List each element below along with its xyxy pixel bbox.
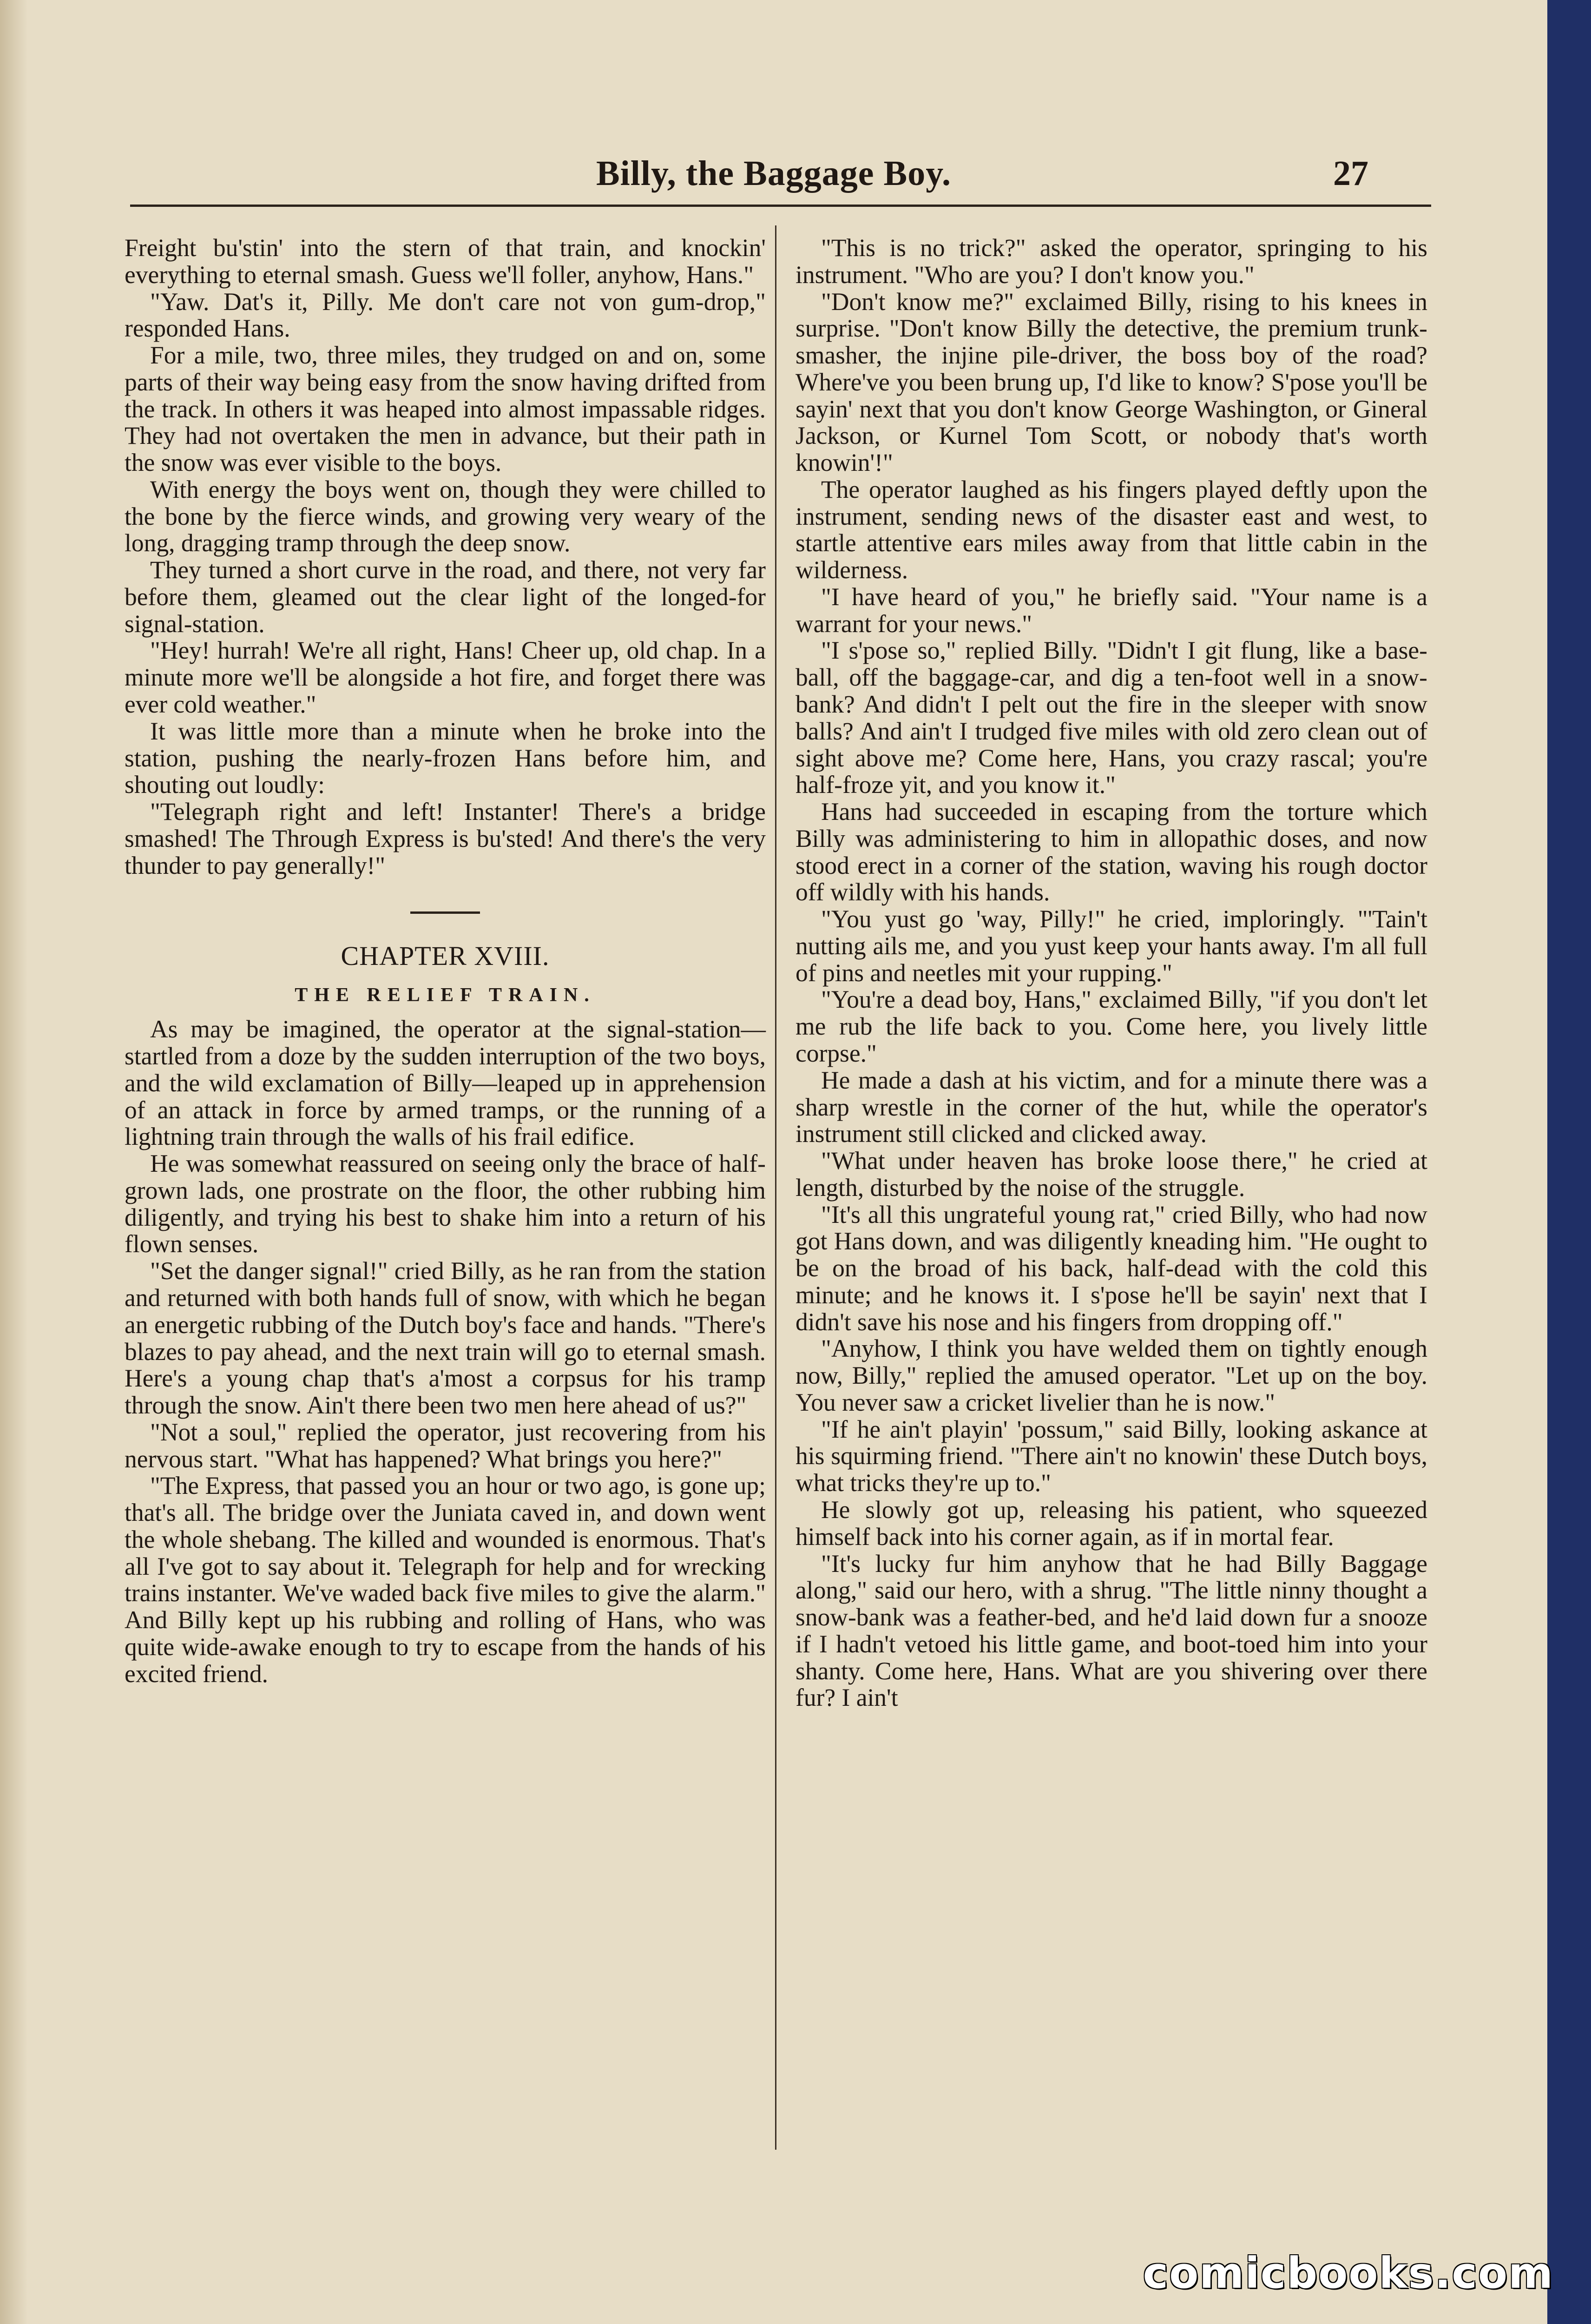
paragraph: "Telegraph right and left! Instanter! There's a bridge smashed! The Through Express is bu'sted! And there's the very thunder to pay generally!" <box>125 798 766 879</box>
watermark: comicbooks.com <box>1143 2248 1554 2298</box>
paragraph: "Not a soul," replied the operator, just recovering from his nervous start. "What has happened? What brings you here?" <box>125 1418 766 1473</box>
paragraph: "Don't know me?" exclaimed Billy, rising to his knees in surprise. "Don't know Billy the detective, the premium trunk-smasher, the injine pile-driver, the boss boy of the road? Where've you been brung up, I'd like to know? S'pose you'll be sayin' next that you don't know George Washington, or Gineral Jackson, or Kurnel Tom Scott, or nobody that's worth knowin'!" <box>796 287 1427 477</box>
paragraph: The operator laughed as his fingers played deftly upon the instrument, sending news of the disaster east and west, to startle attentive ears miles away from that little cabin in the wilderness. <box>796 475 1427 584</box>
paragraph: "Anyhow, I think you have welded them on tightly enough now, Billy," replied the amused operator. "Let up on the boy. You never saw a cricket livelier than he is now." <box>796 1334 1427 1416</box>
paragraph: He was somewhat reassured on seeing only the brace of half-grown lads, one prostrate on the floor, the other rubbing him diligently, and trying his best to shake him into a return of his flown senses. <box>125 1149 766 1258</box>
paragraph: "You yust go 'way, Pilly!" he cried, imploringly. "'Tain't nutting ails me, and you yust keep your hants away. I'm all full of pins and neetles mit your rupping." <box>796 905 1427 987</box>
paragraph: It was little more than a minute when he broke into the station, pushing the nearly-frozen Hans before him, and shouting out loudly: <box>125 717 766 799</box>
section-divider <box>410 911 480 914</box>
paragraph: "I s'pose so," replied Billy. "Didn't I git flung, like a base-ball, off the baggage-car, and dig a ten-foot well in a snow-bank? And didn't I pelt out the fire in the sleeper with snow balls? And ain't I trudged five miles with old zero clean out of sight above me? Come here, Hans, you crazy rascal; you're half-froze yit, and you know it." <box>796 636 1427 799</box>
paragraph: "The Express, that passed you an hour or two ago, is gone up; that's all. The bridge over the Juniata caved in, and down went the whole shebang. The killed and wounded is enormous. That's all I've got to say about it. Telegraph for help and for wrecking trains instanter. We've waded back five miles to give the alarm." And Billy kept up his rubbing and rolling of Hans, who was quite wide-awake enough to try to escape from the hands of his excited friend. <box>125 1472 766 1688</box>
paragraph: Freight bu'stin' into the stern of that train, and knockin' everything to eternal smash. Guess we'll foller, anyhow, Hans." <box>125 234 766 289</box>
paragraph: As may be imagined, the operator at the signal-station—startled from a doze by the sudden interruption of the two boys, and the wild exclamation of Billy—leaped up in apprehension of an attack in force by armed tramps, or the running of a lightning train through the walls of his frail edifice. <box>125 1015 766 1151</box>
paragraph: "This is no trick?" asked the operator, springing to his instrument. "Who are you? I don't know you." <box>796 234 1427 289</box>
paragraph: With energy the boys went on, though they were chilled to the bone by the fierce winds, and growing very weary of the long, dragging tramp through the deep snow. <box>125 475 766 557</box>
left-column <box>125 235 766 1688</box>
paragraph: For a mile, two, three miles, they trudged on and on, some parts of their way being easy from the snow having drifted from the track. In others it was heaped into almost impassable ridges. They had not overtaken the men in advance, but their path in the snow was ever visible to the boys. <box>125 341 766 477</box>
paragraph: "It's lucky fur him anyhow that he had Billy Baggage along," said our hero, with a shrug. "The little ninny thought a snow-bank was a feather-bed, and he'd laid down fur a snooze if I hadn't vetoed his little game, and boot-toed him into your shanty. Come here, Hans. What are you shivering over there fur? I ain't <box>796 1549 1427 1712</box>
running-header-title: Billy, the Baggage Boy. <box>596 154 952 193</box>
paragraph: Hans had succeeded in escaping from the torture which Billy was administering to him in allopathic doses, and now stood erect in a corner of the station, waving his rough doctor off wildly with his hands. <box>796 798 1427 906</box>
paragraph: He slowly got up, releasing his patient, who squeezed himself back into his corner again, as if in mortal fear. <box>796 1495 1427 1551</box>
paragraph: "If he ain't playin' 'possum," said Billy, looking askance at his squirming friend. "There ain't no knowin' these Dutch boys, what tricks they're up to." <box>796 1415 1427 1497</box>
right-column <box>796 235 1427 1711</box>
paragraph: "You're a dead boy, Hans," exclaimed Billy, "if you don't let me rub the life back to you. Come here, you lively little corpse." <box>796 985 1427 1067</box>
chapter-title: CHAPTER XVIII. <box>341 941 550 971</box>
paragraph: "Yaw. Dat's it, Pilly. Me don't care not von gum-drop," responded Hans. <box>125 287 766 343</box>
paragraph: They turned a short curve in the road, and there, not very far before them, gleamed out the clear light of the longed-for signal-station. <box>125 556 766 638</box>
paragraph: "It's all this ungrateful young rat," cried Billy, who had now got Hans down, and was diligently kneading him. "He ought to be on the broad of his back, half-dead with the cold this minute; and he knows it. I s'pose he'll be sayin' next that I didn't save his nose and his fingers from dropping off." <box>796 1200 1427 1336</box>
paragraph: "What under heaven has broke loose there," he cried at length, disturbed by the noise of the struggle. <box>796 1147 1427 1202</box>
paragraph: "Set the danger signal!" cried Billy, as he ran from the station and returned with both hands full of snow, with which he began an energetic rubbing of the Dutch boy's face and hands. "There's blazes to pay ahead, and the next train will go to eternal smash. Here's a young chap that's a'most a corpsus for his tramp through the snow. Ain't there been two men here ahead of us?" <box>125 1257 766 1419</box>
paragraph: He made a dash at his victim, and for a minute there was a sharp wrestle in the corner of the hut, while the operator's instrument still clicked and clicked away. <box>796 1066 1427 1148</box>
column-divider <box>775 225 776 2150</box>
page-number: 27 <box>1333 154 1368 193</box>
chapter-subtitle: THE RELIEF TRAIN. <box>295 984 596 1006</box>
paragraph: "I have heard of you," he briefly said. "Your name is a warrant for your news." <box>796 582 1427 638</box>
paragraph: "Hey! hurrah! We're all right, Hans! Cheer up, old chap. In a minute more we'll be alongside a hot fire, and forget there was ever cold weather." <box>125 636 766 719</box>
header-rule <box>130 205 1431 207</box>
